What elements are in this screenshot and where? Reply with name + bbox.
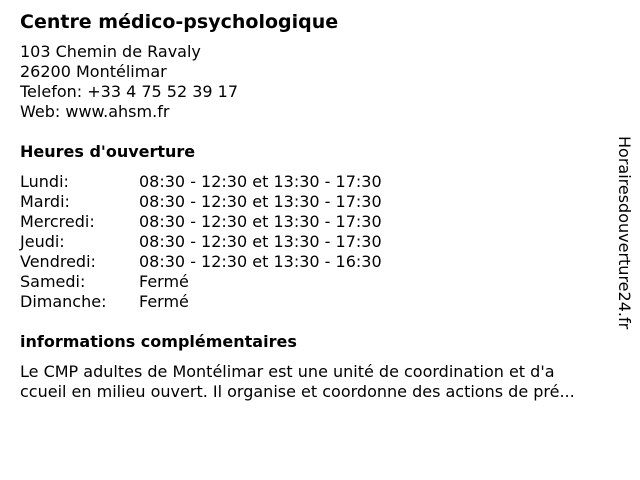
hours-time: 08:30 - 12:30 et 13:30 - 17:30	[139, 192, 382, 211]
hours-row-friday	[20, 252, 620, 272]
hours-row-tuesday	[20, 192, 620, 212]
place-card	[20, 8, 620, 402]
hours-row-saturday	[20, 272, 620, 292]
hours-day: Mardi:	[20, 192, 70, 211]
address-city: 26200 Montélimar	[20, 62, 167, 81]
hours-day: Mercredi:	[20, 212, 95, 231]
hours-row-wednesday	[20, 212, 620, 232]
hours-row-sunday	[20, 292, 620, 312]
hours-table	[20, 172, 620, 312]
hours-row-thursday	[20, 232, 620, 252]
hours-time: 08:30 - 12:30 et 13:30 - 17:30	[139, 212, 382, 231]
hours-day: Lundi:	[20, 172, 69, 191]
hours-time: 08:30 - 12:30 et 13:30 - 17:30	[139, 232, 382, 251]
address-street: 103 Chemin de Ravaly	[20, 42, 201, 61]
hours-time: Fermé	[139, 272, 189, 291]
hours-day: Vendredi:	[20, 252, 96, 271]
address-block	[20, 42, 620, 122]
info-line: ccueil en milieu ouvert. Il organise et coordonne des actions de pré...	[20, 382, 575, 401]
info-line: Le CMP adultes de Montélimar est une unité de coordination et d'a	[20, 362, 555, 381]
hours-heading: Heures d'ouverture	[20, 142, 196, 161]
hours-row-monday	[20, 172, 620, 192]
hours-day: Dimanche:	[20, 292, 107, 311]
site-watermark: Horairesdouverture24.fr	[615, 136, 634, 330]
hours-time: 08:30 - 12:30 et 13:30 - 17:30	[139, 172, 382, 191]
hours-day: Samedi:	[20, 272, 86, 291]
address-web: Web: www.ahsm.fr	[20, 102, 170, 121]
info-heading: informations complémentaires	[20, 332, 297, 351]
hours-day: Jeudi:	[20, 232, 65, 251]
hours-time: Fermé	[139, 292, 189, 311]
place-title: Centre médico-psychologique	[20, 11, 339, 33]
address-phone: Telefon: +33 4 75 52 39 17	[20, 82, 239, 101]
hours-time: 08:30 - 12:30 et 13:30 - 16:30	[139, 252, 382, 271]
info-description	[20, 362, 632, 402]
